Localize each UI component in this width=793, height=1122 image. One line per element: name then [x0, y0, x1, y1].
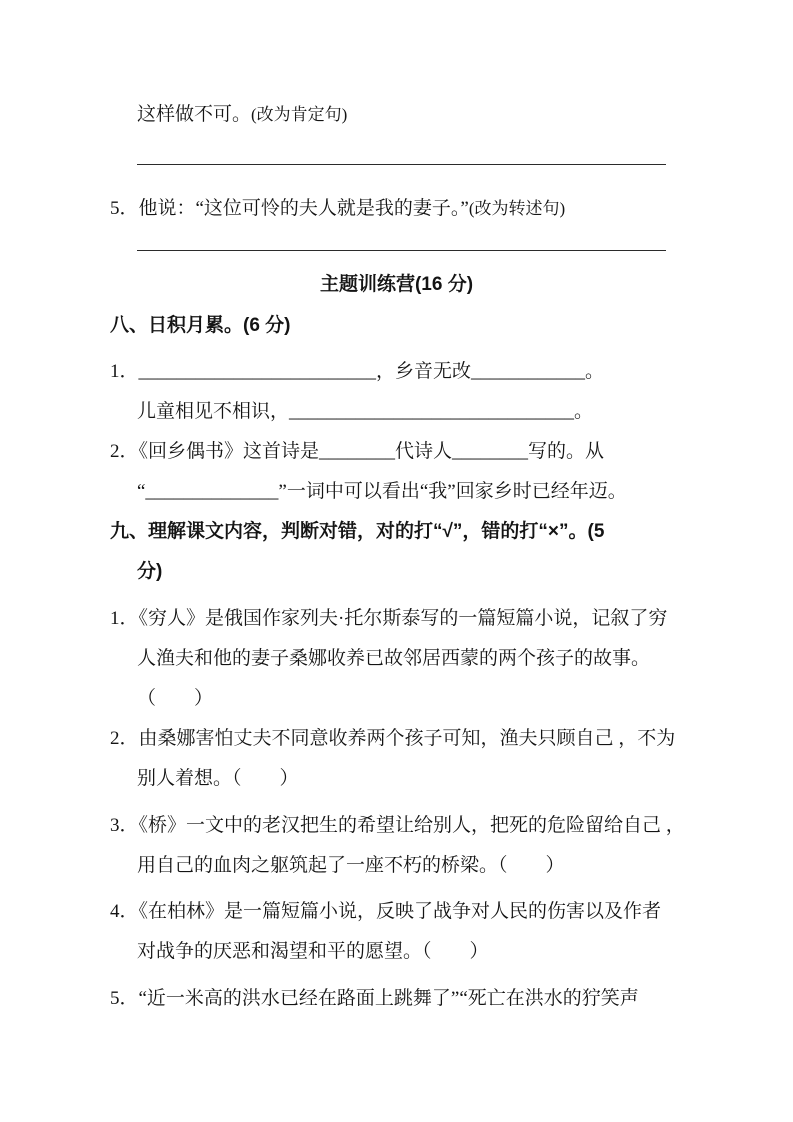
- part9-item2-line1: 2．由桑娜害怕丈夫不同意收养两个孩子可知，渔夫只顾自己 ，不为: [110, 728, 676, 749]
- part9-item4-line2: 对战争的厌恶和渴望和平的愿望。（ ）: [137, 941, 489, 962]
- part-8-heading: 八、日积月累。(6 分): [110, 315, 291, 336]
- answer-blank-line-q5: [137, 250, 666, 251]
- part9-item1-answer-parens: （ ）: [137, 688, 214, 709]
- part9-item5-line1: 5．“近一米高的洪水已经在路面上跳舞了”“死亡在洪水的狞笑声: [110, 988, 639, 1009]
- part9-item1-line1: 1．《穷人》是俄国作家列夫·托尔斯泰写的一篇短篇小说，记叙了穷: [110, 608, 668, 629]
- part9-item1-line2: 人渔夫和他的妻子桑娜收养已故邻居西蒙的两个孩子的故事。: [137, 648, 651, 669]
- part-9-heading-line1: 九、理解课文内容，判断对错，对的打“√”，错的打“×”。(5: [110, 521, 605, 542]
- question-5: [110, 196, 565, 222]
- question-4-continuation: [137, 102, 347, 128]
- question-4-text: 这样做不可。: [137, 104, 252, 125]
- part9-item2-line2: 别人着想。（ ）: [137, 768, 299, 789]
- part8-item1-line2: 儿童相见不相识，______________________________。: [137, 401, 594, 422]
- answer-blank-line-q4: [137, 164, 666, 165]
- part9-item3-line2: 用自己的血肉之躯筑起了一座不朽的桥梁。（ ）: [137, 855, 565, 876]
- part8-item1-line1: 1．_________________________，乡音无改____________。: [110, 361, 605, 382]
- section-banner: 主题训练营(16 分): [319, 274, 474, 295]
- question-4-hint: (改为肯定句): [251, 105, 348, 124]
- part9-item4-line1: 4．《在柏林》是一篇短篇小说，反映了战争对人民的伤害以及作者: [110, 901, 662, 922]
- part-9-heading-line2: 分): [137, 561, 163, 582]
- question-5-text: 5．他说：“这位可怜的夫人就是我的妻子。”: [110, 198, 469, 219]
- question-5-hint: (改为转述句): [468, 199, 566, 218]
- part9-item3-line1: 3．《桥》一文中的老汉把生的希望让给别人，把死的危险留给自己 ，: [110, 815, 685, 836]
- part8-item2-line2: “______________”一词中可以看出“我”回家乡时已经年迈。: [137, 481, 627, 502]
- part8-item2-line1: 2．《回乡偶书》这首诗是________代诗人________写的。从: [110, 441, 605, 462]
